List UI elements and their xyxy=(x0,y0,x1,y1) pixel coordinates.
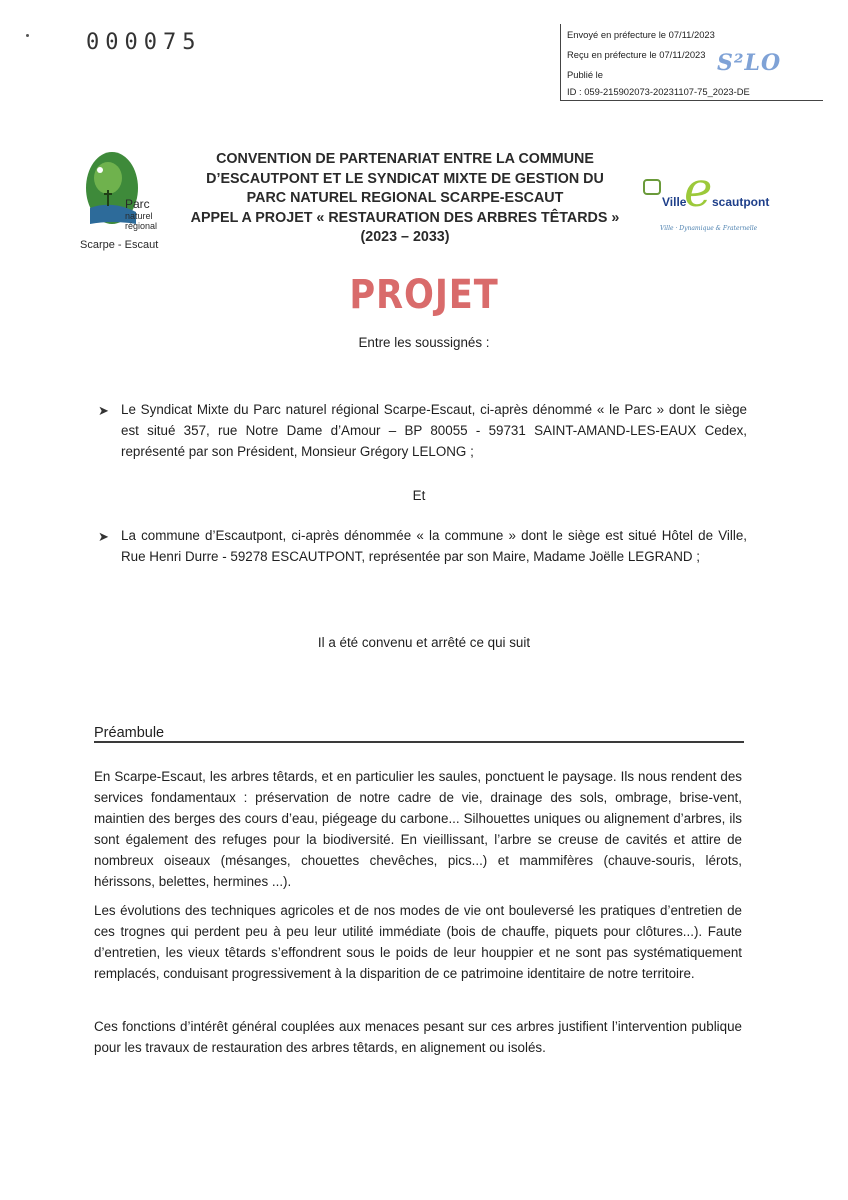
document-number: 000075 xyxy=(86,30,202,55)
logo-parc-word: Parc xyxy=(125,197,150,211)
stamp-id: ID : 059-215902073-20231107-75_2023-DE xyxy=(567,86,750,97)
stamp-received: Reçu en préfecture le 07/11/2023 xyxy=(567,49,706,60)
logo-naturel-word: naturel xyxy=(125,211,153,221)
preamble-paragraph-1: En Scarpe-Escaut, les arbres têtards, et en particulier les saules, ponctuent le paysage. Ils nous rendent des services fondamentaux : préservation de notre cadre de vie, drainage des sols, ombrage, brise-vent, maintien des berges des cours d’eau, piégeage du carbone... Silhouettes uniques ou alignement d’arbres, ils sont également des refuges pour la biodiversité. En vieillissant, l’arbre se creuse de cavités et attire de nombreux oiseaux (mésanges, chouettes chevêches, pics...) et mammifères (chauve-souris, lérots, hérissons, belettes, hermines ...). xyxy=(94,769,742,889)
title-line-1: CONVENTION DE PARTENARIAT ENTRE LA COMMUNE xyxy=(216,151,594,167)
slo-mark: S²LO xyxy=(717,50,782,76)
heading-rule xyxy=(94,741,744,743)
title-line-3: PARC NATUREL REGIONAL SCARPE-ESCAUT xyxy=(246,190,564,206)
document-title xyxy=(180,150,630,248)
intro-line: Entre les soussignés : xyxy=(358,335,490,350)
stamp-sent: Envoyé en préfecture le 07/11/2023 xyxy=(567,29,715,40)
logo-scarpe-escaut: Scarpe - Escaut xyxy=(80,239,159,251)
title-line-4: APPEL A PROJET « RESTAURATION DES ARBRES TÊTARDS » xyxy=(190,209,620,226)
parc-naturel-logo xyxy=(78,150,170,254)
preamble-paragraph-2: Les évolutions des techniques agricoles et de nos modes de vie ont bouleversé les pratiques d’entretien de ces trognes qui perdent peu à peu leur utilité immédiate (bois de chauffe, piquets pour clôtures...). Faute d’entretien, les vieux têtards s’effondrent sous le poids de leur houppier et ne sont pas systématiquement remplacés, conduisant progressivement à la disparition de ce patrimoine identitaire de notre territoire. xyxy=(94,903,742,981)
logo-regional-word: régional xyxy=(125,221,158,231)
and-word: Et xyxy=(412,488,426,503)
bullet-icon: ➤ xyxy=(98,403,109,418)
logo-tagline: Ville · Dynamique & Fraternelle xyxy=(660,225,758,232)
party-2-text: La commune d’Escautpont, ci-après dénommée « la commune » dont le siège est situé Hôtel de Ville, Rue Henri Durre - 59278 ESCAUTPONT, représentée par son Maire, Madame Joëlle LEGRAND ; xyxy=(121,528,747,564)
preamble-paragraph-3: Ces fonctions d’intérêt général couplées aux menaces pesant sur ces arbres justifient l’intervention publique pour les travaux de restauration des arbres têtards, en alignement ou isolés. xyxy=(94,1019,742,1055)
title-line-5: (2023 – 2033) xyxy=(360,229,450,245)
logo-ville-word: Ville xyxy=(662,195,687,209)
logo-letter-e: e xyxy=(684,166,713,218)
prefecture-stamp xyxy=(560,24,823,101)
draft-stamp: PROJET xyxy=(349,272,499,318)
escautpont-logo xyxy=(640,166,770,236)
party-1-text: Le Syndicat Mixte du Parc naturel régional Scarpe-Escaut, ci-après dénommé « le Parc » dont le siège est situé 357, rue Notre Dame d’Amour – BP 80055 - 59731 SAINT-AMAND-LES-EAUX Cedex, représenté par son Président, Monsieur Grégory LELONG ; xyxy=(121,402,747,459)
bullet-icon: ➤ xyxy=(98,529,109,544)
stamp-published: Publié le xyxy=(567,69,603,80)
scan-speck xyxy=(26,34,29,37)
logo-escautpont-word: scautpont xyxy=(712,195,770,209)
agreement-line: Il a été convenu et arrêté ce qui suit xyxy=(317,635,531,650)
title-line-2: D’ESCAUTPONT ET LE SYNDICAT MIXTE DE GESTION DU xyxy=(206,170,604,187)
preamble-heading: Préambule xyxy=(94,725,165,741)
